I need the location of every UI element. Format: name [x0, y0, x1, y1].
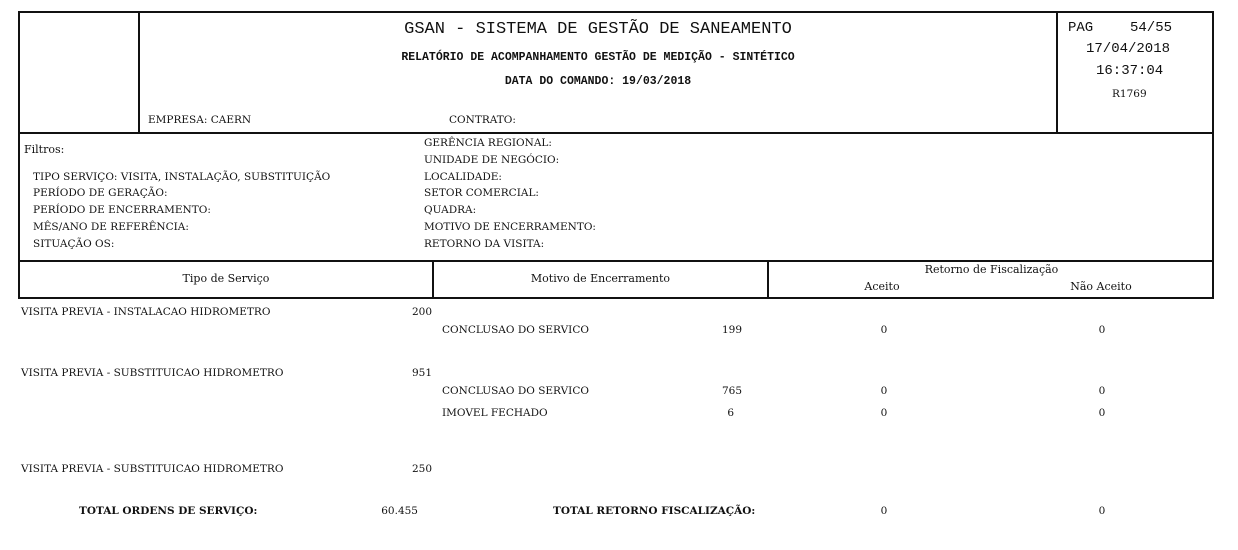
header-divider-right	[1056, 11, 1058, 134]
total-orders-value: 60.455	[381, 505, 418, 517]
report-code: R1769	[1112, 88, 1147, 100]
filter-service-type: TIPO SERVIÇO: VISITA, INSTALAÇÃO, SUBSTITUIÇÃO	[33, 171, 331, 183]
accepted-count: 0	[880, 324, 888, 336]
closure-reason: CONCLUSAO DO SERVICO	[442, 324, 589, 336]
closure-reason: CONCLUSAO DO SERVICO	[442, 385, 589, 397]
filter-business-unit: UNIDADE DE NEGÓCIO:	[424, 154, 560, 166]
reason-count: 6	[727, 407, 734, 419]
filter-visit-return: RETORNO DA VISITA:	[424, 238, 545, 250]
column-closure-reason: Motivo de Encerramento	[530, 272, 671, 285]
filter-commercial-sector: SETOR COMERCIAL:	[424, 187, 539, 199]
not-accepted-count: 0	[1098, 324, 1106, 336]
company-label: EMPRESA: CAERN	[148, 114, 252, 126]
service-name: VISITA PREVIA - SUBSTITUICAO HIDROMETRO	[21, 367, 284, 379]
filter-closure-period: PERÍODO DE ENCERRAMENTO:	[33, 204, 211, 216]
column-inspection-return: Retorno de Fiscalização	[924, 263, 1059, 276]
report-time: 16:37:04	[1096, 63, 1164, 79]
filter-os-situation: SITUAÇÃO OS:	[33, 238, 115, 250]
contract-label: CONTRATO:	[449, 114, 516, 126]
column-service-type: Tipo de Serviço	[182, 272, 270, 285]
filters-title: Filtros:	[24, 143, 65, 156]
closure-reason: IMOVEL FECHADO	[442, 407, 548, 419]
page-number: 54/55	[1130, 20, 1173, 36]
total-not-accepted: 0	[1098, 505, 1106, 517]
accepted-count: 0	[880, 407, 888, 419]
column-not-accepted: Não Aceito	[1070, 280, 1132, 293]
service-count: 250	[411, 463, 432, 475]
filter-closure-reason: MOTIVO DE ENCERRAMENTO:	[424, 221, 596, 233]
filter-generation-period: PERÍODO DE GERAÇÃO:	[33, 187, 168, 199]
report-title: RELATÓRIO DE ACOMPANHAMENTO GESTÃO DE MEDIÇÃO - SINTÉTICO	[401, 51, 795, 64]
filters-box	[18, 132, 1214, 262]
service-name: VISITA PREVIA - SUBSTITUICAO HIDROMETRO	[21, 463, 284, 475]
total-return-label: TOTAL RETORNO FISCALIZAÇÃO:	[553, 505, 756, 517]
command-date: DATA DO COMANDO: 19/03/2018	[504, 75, 692, 88]
reason-count: 765	[721, 385, 742, 397]
page-label: PAG	[1068, 20, 1094, 36]
filter-locality: LOCALIDADE:	[424, 171, 502, 183]
filter-reference-month: MÊS/ANO DE REFERÊNCIA:	[33, 221, 189, 233]
accepted-count: 0	[880, 385, 888, 397]
total-orders-label: TOTAL ORDENS DE SERVIÇO:	[79, 505, 258, 517]
column-accepted: Aceito	[864, 280, 900, 293]
filter-regional-management: GERÊNCIA REGIONAL:	[424, 137, 552, 149]
reason-count: 199	[721, 324, 742, 336]
service-count: 951	[411, 367, 432, 379]
system-title: GSAN - SISTEMA DE GESTÃO DE SANEAMENTO	[404, 20, 792, 39]
service-count: 200	[411, 306, 432, 318]
service-name: VISITA PREVIA - INSTALACAO HIDROMETRO	[21, 306, 271, 318]
filter-block: QUADRA:	[424, 204, 477, 216]
not-accepted-count: 0	[1098, 407, 1106, 419]
report-date: 17/04/2018	[1086, 41, 1171, 57]
total-accepted: 0	[880, 505, 888, 517]
not-accepted-count: 0	[1098, 385, 1106, 397]
